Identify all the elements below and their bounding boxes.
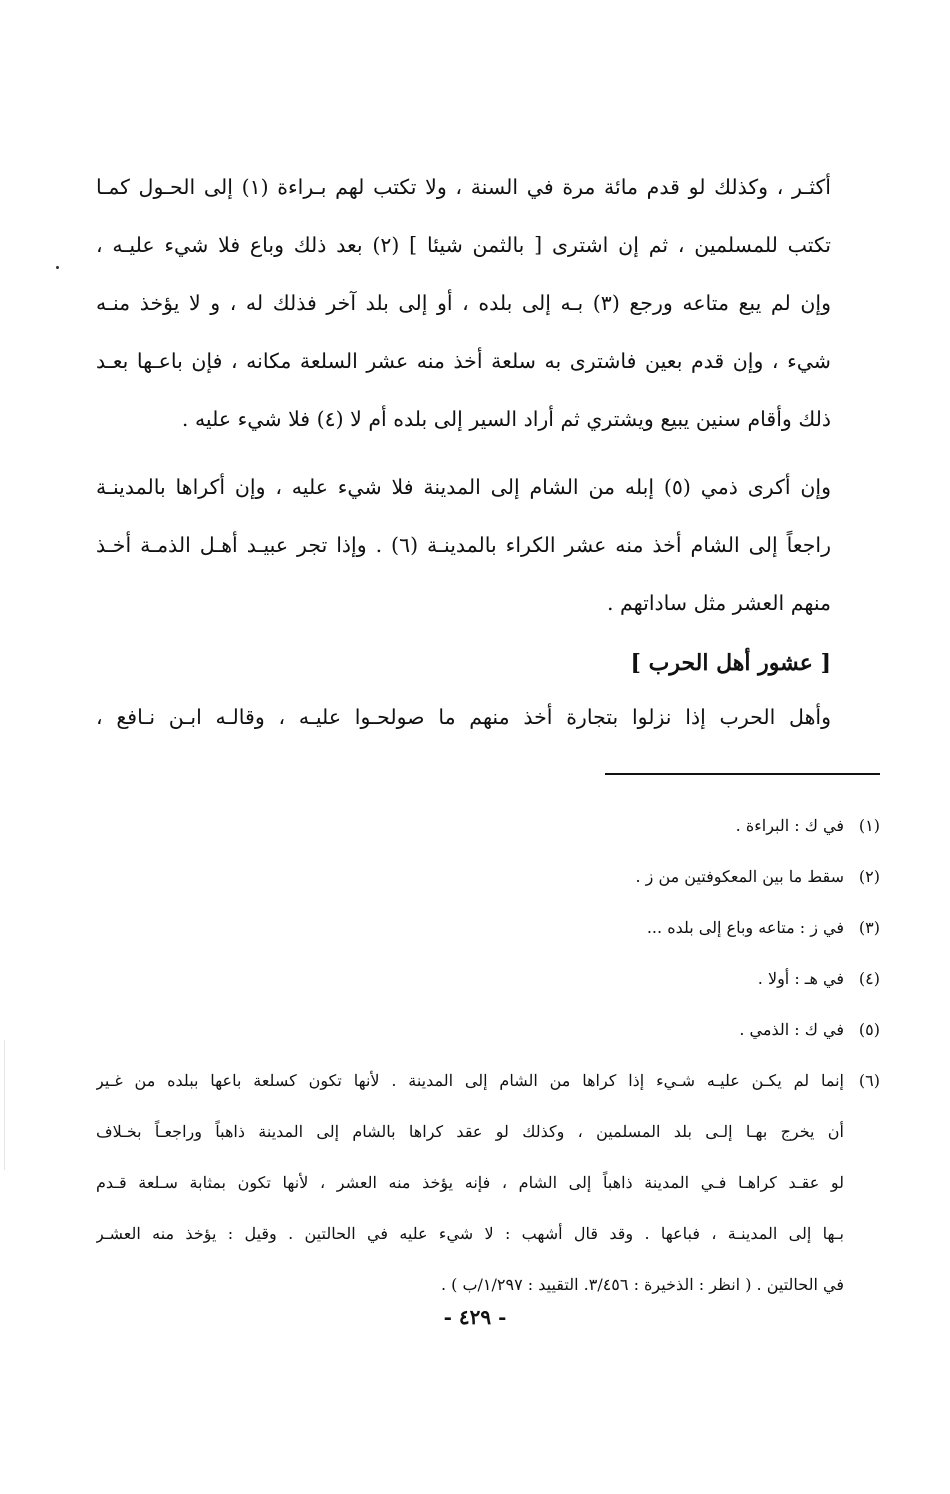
text-line: ذلك وأقام سنين يبيع ويشتري ثم أراد السير إلى بلده أم لا (٤) فلا شيء عليه .: [181, 407, 831, 431]
footnote-number: (٣): [858, 918, 880, 937]
footnote-6: [96, 1055, 880, 1310]
text-line: وأهل الحرب إذا نزلوا بتجارة أخذ منهم ما صولحـوا عليـه ، وقالـه ابـن نـافع ،: [96, 705, 831, 729]
footnote-line: أن يخرج بهـا إلـى بلد المسلمين ، وكذلك لو عقد كراها بالشام إلى المدينة ذاهباً وراجعـاً بخـلاف: [96, 1122, 844, 1141]
footnote-line: لو عقـد كراهـا فـي المدينة ذاهباً إلى الشام ، فإنه يؤخذ منه العشر ، لأنها تكون بمثابة سـلعة قـدم: [96, 1173, 844, 1192]
footnote-line: سقط ما بين المعكوفتين من ز .: [635, 867, 844, 886]
footnote-number: (٥): [858, 1020, 880, 1039]
footnote-3: [96, 902, 880, 953]
footnote-text: [96, 1004, 844, 1055]
main-text: [96, 158, 831, 746]
text-line: أكثـر ، وكذلك لو قدم مائة مرة في السنة ، ولا تكتب لهم بـراءة (١) إلى الحـول كمـا: [96, 175, 831, 199]
scan-margin-line: [4, 1040, 5, 1170]
text-line: شيء ، وإن قدم بعين فاشترى به سلعة أخذ منه عشر السلعة مكانه ، فإن باعـها بعـد: [96, 349, 831, 373]
footnote-line: في الحالتين . ( انظر : الذخيرة : ٣/٤٥٦. التقييد : ١/٢٩٧/ب ) .: [440, 1275, 844, 1294]
footnote-line: في هـ : أولا .: [757, 969, 844, 988]
footnote-4: [96, 953, 880, 1004]
footnote-line: إنما لم يكـن عليـه شـيء إذا كراها من الشام إلى المدينة . لأنها تكون كسلعة باعها ببلده من غـير: [96, 1071, 844, 1090]
text-line: تكتب للمسلمين ، ثم إن اشترى [ بالثمن شيئا ] (٢) بعد ذلك وباع فلا شيء عليـه ،: [96, 233, 831, 257]
section-heading: [ عشور أهل الحرب ]: [630, 650, 831, 676]
footnote-line: في ك : الذمي .: [739, 1020, 844, 1039]
footnote-2: [96, 851, 880, 902]
footnote-number: (٦): [858, 1071, 880, 1090]
footnote-number: (٤): [858, 969, 880, 988]
footnote-text: [96, 1055, 844, 1310]
text-line: وإن لم يبع متاعه ورجع (٣) بـه إلى بلده ، أو إلى بلد آخر فذلك له ، و لا يؤخذ منـه: [96, 291, 831, 315]
paragraph-2: [96, 458, 831, 632]
footnote-text: [96, 902, 844, 953]
footnote-text: [96, 851, 844, 902]
footnote-5: [96, 1004, 880, 1055]
text-line: منهم العشر مثل ساداتهم .: [606, 591, 831, 615]
footnotes: [96, 800, 880, 1310]
footnote-text: [96, 953, 844, 1004]
paragraph-1: [96, 158, 831, 448]
text-line: وإن أكرى ذمي (٥) إبله من الشام إلى المدينة فلا شيء عليه ، وإن أكراها بالمدينـة: [96, 475, 831, 499]
footnote-number: (٢): [858, 867, 880, 886]
footnote-line: في ك : البراءة .: [735, 816, 844, 835]
text-line: راجعاً إلى الشام أخذ منه عشر الكراء بالمدينـة (٦) . وإذا تجر عبيـد أهـل الذمـة أخـذ: [96, 533, 831, 557]
footnote-number: (١): [858, 816, 880, 835]
footnote-line: في ز : متاعه وباع إلى بلده ...: [646, 918, 844, 937]
paragraph-3: [96, 688, 831, 746]
footnote-text: [96, 800, 844, 851]
footnote-separator: [605, 773, 880, 775]
footnote-1: [96, 800, 880, 851]
stray-dot: [56, 266, 59, 269]
page-number: - ٤٢٩ -: [443, 1305, 507, 1329]
footnote-line: بـها إلى المدينـة ، فباعها . وقد قال أشهب : لا شيء عليه في الحالتين . وقيل : يؤخذ منه العشـر: [96, 1224, 844, 1243]
